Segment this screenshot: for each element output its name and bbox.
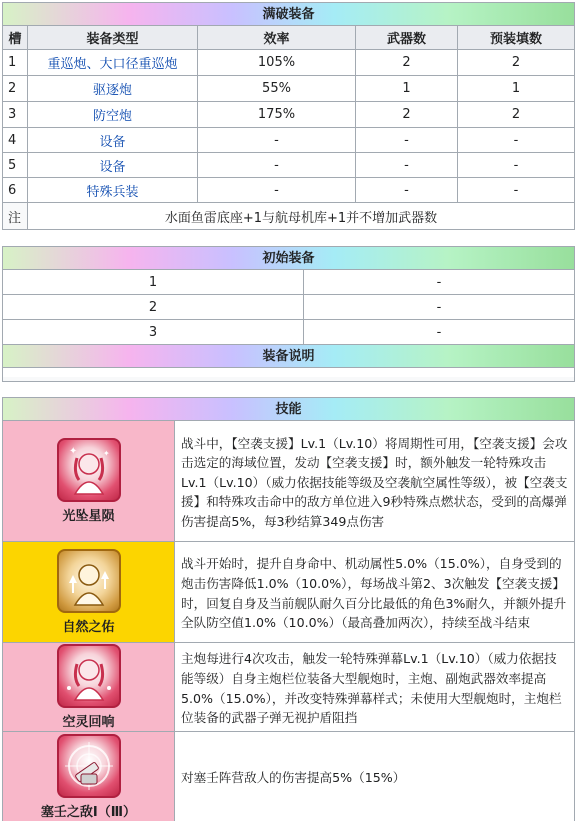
initial-equipment-title: 初始装备 xyxy=(3,247,574,270)
skill-description: 对塞壬阵营敌人的伤害提高5%（15%） xyxy=(175,732,574,821)
slot-number: 1 xyxy=(3,50,28,75)
svg-text:✦: ✦ xyxy=(68,446,77,457)
skill-name: 光坠星陨 xyxy=(62,509,115,524)
table-row xyxy=(3,50,574,76)
skill-icon-cell xyxy=(3,643,175,731)
initial-value: - xyxy=(436,299,442,315)
col-weapons-header: 武器数 xyxy=(356,26,458,49)
equip-type-link[interactable]: 防空炮 xyxy=(28,102,198,127)
skill-description: 战斗中，【空袭支援】Lv.1（Lv.10）将周期性可用，【空袭支援】会攻击选定的海域位置，发动【空袭支援】时，额外触发一轮特殊攻击Lv.1（Lv.10）（威力依据技能等级及空袭航空属性等级），被【空袭支援】和特殊攻击命中的敌方单位进入9秒特殊点燃状态，受到的高爆弹伤害提高5%，每3秒结算349点伤害 xyxy=(175,421,574,541)
efficiency-value: - xyxy=(198,153,356,177)
preload-value: - xyxy=(513,157,519,173)
col-type-header: 装备类型 xyxy=(28,26,198,49)
skill-icon-cell xyxy=(3,421,175,541)
equipment-table-title: 满破装备 xyxy=(3,3,574,26)
table-row xyxy=(3,102,574,128)
equipment-desc-title: 装备说明 xyxy=(3,345,574,368)
skill-name: 自然之佑 xyxy=(62,620,115,635)
initial-slot: 3 xyxy=(3,320,304,344)
svg-text:✦: ✦ xyxy=(102,449,110,458)
skill-description: 主炮每进行4次攻击，触发一轮特殊弹幕Lv.1（Lv.10）（威力依据技能等级）自身主炮栏位装备大型舰炮时，主炮、副炮武器效率提高5.0%（15.0%），并改变特殊弹幕样式；未使用大型舰炮时，主炮栏位装备的武器子弹无视护盾阻挡 xyxy=(175,643,574,731)
skill-description: 战斗开始时，提升自身命中、机动属性5.0%（15.0%），自身受到的炮击伤害降低1.0%（10.0%），每场战斗第2、3次触发【空袭支援】时，回复自身及当前舰队耐久百分比最低的角色3%耐久，并额外提升全队防空值1.0%（10.0%）（最高叠加两次），持续至战斗结束 xyxy=(175,542,574,642)
note-text: 水面鱼雷底座+1与航母机库+1并不增加武器数 xyxy=(164,210,438,226)
skill-row xyxy=(3,421,574,542)
efficiency-value: 55% xyxy=(198,76,356,101)
equip-type-link[interactable]: 设备 xyxy=(28,128,198,152)
slot-number: 5 xyxy=(3,153,28,177)
weapons-value: - xyxy=(356,128,458,152)
preload-value: 2 xyxy=(511,107,521,122)
initial-slot: 2 xyxy=(3,295,304,319)
table-row xyxy=(3,270,574,295)
initial-value: - xyxy=(436,274,442,290)
col-efficiency-header: 效率 xyxy=(198,26,356,49)
weapons-value: - xyxy=(356,178,458,202)
table-row xyxy=(3,178,574,203)
note-label: 注 xyxy=(3,203,28,229)
slot-number: 6 xyxy=(3,178,28,202)
skill-icon-cell xyxy=(3,542,175,642)
skill-name: 空灵回响 xyxy=(62,715,115,730)
efficiency-value: 175% xyxy=(198,102,356,127)
skill-row xyxy=(3,542,574,643)
sparkle-girl-icon xyxy=(57,438,121,502)
initial-slot: 1 xyxy=(3,270,304,294)
equip-type-link[interactable]: 设备 xyxy=(28,153,198,177)
slot-number: 2 xyxy=(3,76,28,101)
slot-number: 4 xyxy=(3,128,28,152)
note-row xyxy=(3,203,574,229)
table-row xyxy=(3,76,574,102)
weapons-value: 2 xyxy=(356,50,458,75)
weapons-value: 2 xyxy=(356,102,458,127)
skills-table xyxy=(2,397,575,821)
initial-equipment-table xyxy=(2,246,575,382)
skill-name: 塞壬之敌Ⅰ（Ⅲ） xyxy=(40,804,137,820)
initial-value: - xyxy=(436,324,442,340)
skills-title: 技能 xyxy=(3,398,574,421)
preload-value: 2 xyxy=(511,55,521,70)
table-row xyxy=(3,295,574,320)
slot-number: 3 xyxy=(3,102,28,127)
equip-type-link[interactable]: 重巡炮、大口径重巡炮 xyxy=(28,50,198,75)
efficiency-value: 105% xyxy=(198,50,356,75)
weapons-value: 1 xyxy=(356,76,458,101)
preload-value: - xyxy=(513,132,519,148)
skill-icon-cell xyxy=(3,732,175,821)
table-row xyxy=(3,153,574,178)
skill-row xyxy=(3,732,574,821)
table-row xyxy=(3,320,574,345)
efficiency-value: - xyxy=(198,128,356,152)
table-row xyxy=(3,128,574,153)
barrage-girl-icon xyxy=(57,644,121,708)
preload-value: - xyxy=(513,182,519,198)
col-slot-header: 槽 xyxy=(3,26,28,49)
preload-value: 1 xyxy=(511,81,521,96)
equip-type-link[interactable]: 特殊兵装 xyxy=(28,178,198,202)
buff-girl-icon xyxy=(57,549,121,613)
crosshair-cannon-icon xyxy=(57,734,121,798)
weapons-value: - xyxy=(356,153,458,177)
efficiency-value: - xyxy=(198,178,356,202)
skill-row xyxy=(3,643,574,732)
equipment-header-row xyxy=(3,26,574,50)
equip-type-link[interactable]: 驱逐炮 xyxy=(28,76,198,101)
equipment-desc-body xyxy=(3,368,574,377)
equipment-table xyxy=(2,2,575,230)
col-preload-header: 预装填数 xyxy=(458,26,574,49)
